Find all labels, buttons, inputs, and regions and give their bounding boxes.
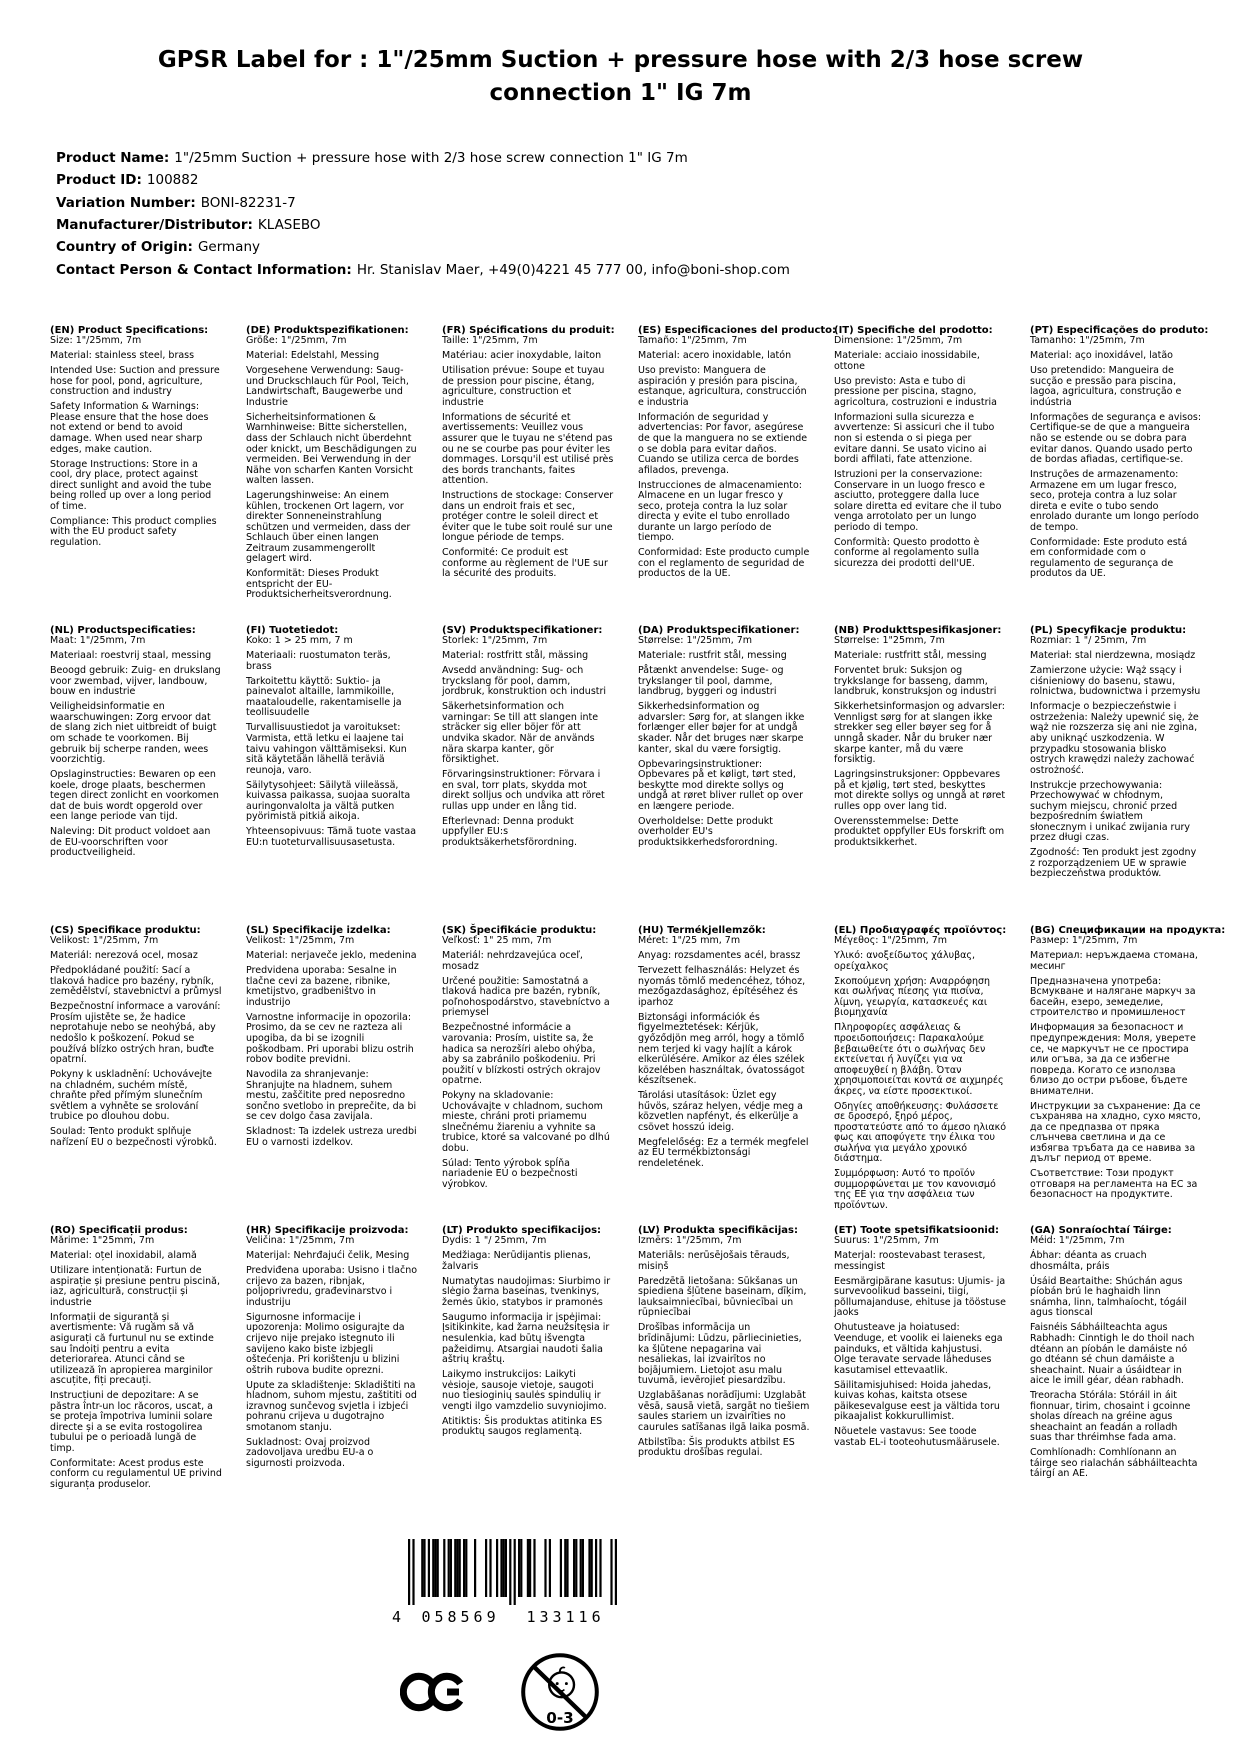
spec-paragraph: Overholdelse: Dette produkt overholder EU's produktsikkerhedsforordning. (638, 815, 778, 848)
language-spec-body (1030, 336, 1202, 580)
spec-paragraph: Bezpečnostné informácie a varovania: Prosím, uistite sa, že hadica sa nerozšíri alebo ohýba, aby sa zabránilo poškodeniu. Pri použití v blízkosti ostrých okrajov opatrne. (442, 1022, 601, 1087)
language-spec-heading: (DE) Produktspezifikationen: (246, 325, 409, 337)
barcode-digit-groups (408, 1608, 618, 1626)
spec-paragraph: Ábhar: déanta as cruach dhosmálta, práis (1030, 1250, 1147, 1272)
language-spec-body (1030, 1236, 1202, 1480)
language-spec-heading: (EN) Product Specifications: (50, 325, 209, 337)
product-info-value: BONI-82231-7 (200, 194, 296, 211)
spec-paragraph: Velikost: 1"/25mm, 7m (50, 935, 159, 947)
barcode-left-digits: 058569 (421, 1608, 500, 1627)
barcode-prefix-digit: 4 (392, 1608, 402, 1627)
language-spec-heading: (SV) Produktspecifikationer: (442, 625, 603, 637)
language-spec-sv (442, 625, 614, 925)
spec-paragraph: Předpokládané použití: Sací a tlaková hadice pro bazény, rybník, zemědělství, stavebnictví a průmysl (50, 965, 222, 998)
spec-paragraph: Predvidena uporaba: Sesalne in tlačne cevi za bazene, ribnike, kmetijstvo, gradbeništvo in industrijo (246, 965, 397, 1008)
language-spec-body (1030, 936, 1202, 1201)
language-spec-sk (442, 925, 614, 1225)
language-spec-ro (50, 1225, 222, 1525)
spec-paragraph: Konformität: Dieses Produkt entspricht der EU-Produktsicherheitsverordnung. (246, 568, 392, 601)
spec-paragraph: Súlad: Tento výrobok spĺňa nariadenie EÚ o bezpečnosti výrobkov. (442, 1157, 578, 1190)
spec-paragraph: Συμμόρφωση: Αυτό το προϊόν συμμορφώνεται με τον κανονισμό της ΕΕ για την ασφάλεια των προϊόντων. (834, 1168, 996, 1211)
spec-paragraph: Säkerhetsinformation och varningar: Se till att slangen inte sträcker sig eller böjer för att undvika skador. När de används nära skarpa kanter, gör försiktighet. (442, 701, 599, 766)
spec-paragraph: Πληροφορίες ασφάλειας & προειδοποιήσεις: Παρακαλούμε βεβαιωθείτε ότι ο σωλήνας δεν εκτείνεται ή λυγίζει για να αποφευχθεί η βλάβη. Όταν χρησιμοποιείται κοντά σε αιχμηρές άκρες, να είστε προσεκτικοί. (834, 1022, 1004, 1097)
spec-paragraph: Material: stainless steel, brass (50, 350, 195, 362)
spec-paragraph: Istruzioni per la conservazione: Conservare in un luogo fresco e asciutto, proteggere dalla luce solare diretta ed evitare che il tubo venga arrotolato per un lungo periodo di tempo. (834, 469, 1002, 533)
spec-paragraph: Conformidade: Este produto está em conformidade com o regulamento de segurança de produtos da UE. (1030, 536, 1188, 580)
spec-paragraph: Opslaginstructies: Bewaren op een koele, droge plaats, beschermen tegen direct zonlicht en voorkomen dat de buis wordt opgerold over een lange periode van tijd. (50, 769, 219, 823)
spec-paragraph: Veľkosť: 1" 25 mm, 7m (442, 935, 552, 947)
spec-paragraph: Medžiaga: Nerūdijantis plienas, žalvaris (442, 1250, 591, 1272)
spec-paragraph: Tamanho: 1"/25mm, 7m (1030, 335, 1145, 347)
language-spec-body (834, 936, 1006, 1211)
spec-paragraph: Informations de sécurité et avertissements: Veuillez vous assurer que le tuyau ne s'étend pas ou ne se courbe pas pour éviter les dommages. Lorsqu'il est utilisé près des bords tranchants, faites attention. (442, 411, 614, 487)
spec-paragraph: Matériau: acier inoxydable, laiton (442, 350, 602, 362)
spec-paragraph: Maat: 1"/25mm, 7m (50, 635, 146, 647)
spec-paragraph: Υλικό: ανοξείδωτος χάλυβας, ορείχαλκος (834, 950, 975, 972)
spec-paragraph: Säilytysohjeet: Säilytä viileässä, kuivassa paikassa, suojaa suoralta auringonvalolta ja vältä putken pyörimistä pitkiä aikoja. (246, 779, 411, 823)
spec-paragraph: Informações de segurança e avisos: Certifique-se de que a mangueira não se estende ou se dobra para evitar danos. Quando usado perto de bordas afiadas, certifique-se. (1030, 411, 1202, 466)
spec-paragraph: Tarkoitettu käyttö: Suktio- ja painevalot altaille, lammikoille, maataloudelle, rakentamiselle ja teollisuudelle (246, 675, 402, 719)
language-spec-body (834, 636, 1006, 848)
spec-paragraph: Efterlevnad: Denna produkt uppfyller EU:s produktsäkerhetsförordning. (442, 815, 578, 848)
language-spec-heading: (SK) Špecifikácie produktu: (442, 925, 597, 937)
spec-paragraph: Velikost: 1"/25mm, 7m (246, 935, 355, 947)
language-spec-body (1030, 636, 1202, 880)
language-spec-hr (246, 1225, 418, 1525)
language-spec-body (638, 936, 810, 1169)
spec-paragraph: Uso previsto: Manguera de aspiración y presión para piscina, estanque, agricultura, construcción e industria (638, 365, 807, 408)
language-spec-heading: (NB) Produkttspesifikasjoner: (834, 625, 1002, 637)
language-spec-de (246, 325, 418, 625)
spec-paragraph: Μέγεθος: 1"/25mm, 7m (834, 935, 948, 947)
language-spec-heading: (GA) Sonraíochtaí Táirge: (1030, 1225, 1172, 1237)
spec-paragraph: Zgodność: Ten produkt jest zgodny z rozporządzeniem UE w sprawie bezpieczeństwa produktów. (1030, 847, 1197, 880)
spec-paragraph: Taille: 1"/25mm, 7m (442, 335, 538, 347)
spec-paragraph: Σκοπούμενη χρήση: Αναρρόφηση και σωλήνας πίεσης για πισίνα, λίμνη, γεωργία, κατασκευές και βιομηχανία (834, 975, 991, 1019)
spec-paragraph: Turvallisuustiedot ja varoitukset: Varmista, että letku ei laajene tai taivu vahingon välttämiseksi. Kun sitä käytetään lähellä teräviä reunoja, varo. (246, 722, 407, 776)
language-spec-heading: (RO) Specificații produs: (50, 1225, 188, 1237)
language-spec-heading: (EL) Προδιαγραφές προϊόντος: (834, 925, 1007, 937)
spec-paragraph: Saugumo informacija ir įspėjimai: Įsitikinkite, kad žarna neužsitęsia ir nesulenkia, kad būtų išvengta pažeidimų. Atsargiai naudoti šalia aštrių kraštų. (442, 1311, 610, 1366)
language-spec-body (246, 636, 418, 848)
spec-paragraph: Intended Use: Suction and pressure hose for pool, pond, agriculture, construction and industry (50, 365, 220, 398)
spec-paragraph: Instrucciones de almacenamiento: Almacene en un lugar fresco y seco, proteja contra la luz solar directa y evite el tubo enrollado durante un largo período de tiempo. (638, 479, 802, 544)
spec-paragraph: Overensstemmelse: Dette produktet oppfyller EUs forskrift om produktsikkerhet. (834, 815, 1005, 848)
language-spec-heading: (NL) Productspecificaties: (50, 625, 196, 637)
spec-paragraph: Izmērs: 1"/25mm, 7m (638, 1235, 742, 1247)
spec-paragraph: Sukladnost: Ovaj proizvod zadovoljava uredbu EU-a o sigurnosti proizvoda. (246, 1436, 374, 1469)
spec-paragraph: Compliance: This product complies with the EU product safety regulation. (50, 515, 217, 548)
language-spec-hu (638, 925, 810, 1225)
language-spec-lt (442, 1225, 614, 1525)
spec-paragraph: Tárolási utasítások: Üzlet egy hűvös, száraz helyen, védje meg a közvetlen napfényt, és elkerülje a csövet hosszú ideig. (638, 1090, 803, 1133)
language-spec-cs (50, 925, 222, 1225)
spec-paragraph: Dimensione: 1"/25mm, 7m (834, 335, 963, 347)
language-spec-heading: (HU) Termékjellemzők: (638, 925, 766, 937)
language-spec-ga (1030, 1225, 1202, 1525)
spec-paragraph: Vorgesehene Verwendung: Saug- und Druckschlauch für Pool, Teich, Landwirtschaft, Baugewerbe und Industrie (246, 365, 409, 408)
language-spec-heading: (FI) Tuotetiedot: (246, 625, 339, 637)
language-spec-heading: (ES) Especificaciones del producto: (638, 325, 837, 337)
language-specifications-grid (50, 325, 1241, 1525)
product-info-row (56, 192, 1241, 214)
page-title: GPSR Label for : 1"/25mm Suction + pressure hose with 2/3 hose screw connection 1" IG 7m (157, 47, 1084, 107)
product-info-value: KLASEBO (257, 216, 321, 233)
spec-paragraph: Informazioni sulla sicurezza e avvertenze: Si assicuri che il tubo non si estenda o si piega per evitare danni. Se usato vicino ai bordi affilati, fate attenzione. (834, 411, 995, 466)
language-spec-lv (638, 1225, 810, 1525)
spec-paragraph: Avsedd användning: Sug- och tryckslang för pool, damm, jordbruk, konstruktion och industri (442, 665, 607, 698)
spec-paragraph: Instrucțiuni de depozitare: A se păstra într-un loc răcoros, uscat, a se proteja împotriva luminii solare directe și a se evita rostogolirea tubului pe o perioadă lungă de timp. (50, 1390, 214, 1454)
spec-paragraph: Materiál: nerezová ocel, mosaz (50, 950, 198, 962)
spec-paragraph: Størrelse: 1"/25mm, 7m (638, 635, 753, 647)
language-spec-body (638, 636, 810, 848)
language-spec-body (442, 1236, 614, 1438)
product-info-label: Country of Origin: (56, 239, 193, 256)
product-info-section (56, 147, 1241, 281)
language-spec-fi (246, 625, 418, 925)
spec-paragraph: Beoogd gebruik: Zuig- en drukslang voor zwembad, vijver, landbouw, bouw en industrie (50, 665, 221, 698)
spec-paragraph: Instrukcje przechowywania: Przechowywać w chłodnym, suchym miejscu, chronić przed bezpośrednim światłem słonecznym i unikać zwijania rury przez długi czas. (1030, 779, 1191, 844)
spec-paragraph: Sicherheitsinformationen & Warnhinweise: Bitte sicherstellen, dass der Schlauch nicht überdehnt oder knickt, um Beschädigungen zu vermeiden. Bei Verwendung in der Nähe von scharfen Kanten Vorsicht walten lassen. (246, 411, 417, 487)
product-info-row (56, 259, 1241, 281)
language-spec-it (834, 325, 1006, 625)
spec-paragraph: Säilitamisjuhised: Hoida jahedas, kuivas kohas, kaitsta otsese päikesevalguse eest ja vältida toru pikaajalist kokkurullimist. (834, 1379, 1000, 1423)
spec-paragraph: Navodila za shranjevanje: Shranjujte na hladnem, suhem mestu, zaščitite pred neposredno sončno svetlobo in preprečite, da bi se cev dolgo časa zavijala. (246, 1069, 417, 1123)
language-spec-body (50, 336, 222, 548)
spec-paragraph: Soulad: Tento produkt splňuje nařízení EU o bezpečnosti výrobků. (50, 1126, 217, 1148)
spec-paragraph: Úsáid Beartaithe: Shúchán agus píobán brú le haghaidh linn snámha, linn, talmhaíocht, tógáil agus tionscal (1030, 1275, 1187, 1319)
spec-paragraph: Οδηγίες αποθήκευσης: Φυλάσσετε σε δροσερό, ξηρό μέρος, προστατεύστε από το άμεσο ηλιακό φως και αποφύγετε την έλικα του σωλήνα για μεγάλο χρονικό διάστημα. (834, 1100, 1007, 1165)
spec-paragraph: Paredzētā lietošana: Sūkšanas un spiediena šļūtene baseinam, dīķim, lauksaimniecībai, būvniecībai un rūpniecībai (638, 1275, 807, 1319)
spec-paragraph: Storlek: 1"/25mm, 7m (442, 635, 548, 647)
spec-paragraph: Biztonsági információk és figyelmeztetések: Kérjük, győződjön meg arról, hogy a tömlő nem terjed ki vagy hajlít a károk elkerülésére. Amikor az éles szélek közelében használtak, óvatosságot készítsenek. (638, 1011, 805, 1087)
language-spec-body (442, 636, 614, 848)
spec-paragraph: Suurus: 1"/25mm, 7m (834, 1235, 939, 1247)
product-info-row (56, 236, 1241, 258)
spec-paragraph: Materiāls: nerūsējošais tērauds, misiņš (638, 1250, 790, 1272)
product-info-row (56, 169, 1241, 191)
spec-paragraph: Nõuetele vastavus: See toode vastab EL-i tooteohutusmäärusele. (834, 1426, 1000, 1448)
spec-paragraph: Faisnéis Sábháilteachta agus Rabhadh: Cinntigh le do thoil nach dtéann an píobán le damáiste nó go dtéann sé chun damáiste a sheachaint. Nuair a úsáidtear in aice le imill géar, déan rabhadh. (1030, 1322, 1195, 1387)
spec-paragraph: Megfelelőség: Ez a termék megfelel az EU termékbiztonsági rendeletének. (638, 1136, 809, 1169)
spec-paragraph: Materiaali: ruostumaton teräs, brass (246, 650, 391, 672)
spec-paragraph: Lagerungshinweise: An einem kühlen, trockenen Ort lagern, vor direkter Sonneneinstrahlung schützen und vermeiden, dass der Schlauch über einen langen Zeitraum zusammengerollt gelagert wird. (246, 490, 411, 565)
spec-paragraph: Zamierzone użycie: Wąż ssący i ciśnieniowy do basenu, stawu, rolnictwa, budownictwa i przemysłu (1030, 665, 1201, 698)
spec-paragraph: Pokyny k uskladnění: Uchovávejte na chladném, suchém místě, chraňte před přímým slunečním světlem a vyhněte se srolování trubice po dlouhou dobu. (50, 1069, 213, 1123)
language-spec-body (50, 936, 222, 1148)
product-info-value: Germany (197, 239, 260, 256)
language-spec-pt (1030, 325, 1209, 625)
language-spec-heading: (CS) Specifikace produktu: (50, 925, 201, 937)
spec-paragraph: Bezpečnostní informace a varování: Prosím ujistěte se, že hadice neprotahuje nebo se neohýbá, aby nedošlo k poškození. Pokud se používá blízko ostrých hran, buďte opatrní. (50, 1001, 221, 1066)
language-spec-en (50, 325, 222, 625)
language-spec-heading: (ET) Toote spetsifikatsioonid: (834, 1225, 1000, 1237)
spec-paragraph: Предназначена употреба: Всмукване и налягане маркуч за басейн, езеро, земеделие, строителство и промишленост (1030, 975, 1196, 1019)
spec-paragraph: Инструкции за съхранение: Да се съхранява на хладно, сухо място, да се предпазва от пряка слънчева светлина и да се избягва тръбата да се навива за дълъг период от време. (1030, 1100, 1201, 1165)
language-spec-heading: (FR) Spécifications du produit: (442, 325, 615, 337)
spec-paragraph: Utilisation prévue: Soupe et tuyau de pression pour piscine, étang, agriculture, construction et industrie (442, 365, 605, 408)
language-spec-body (50, 636, 222, 859)
language-spec-da (638, 625, 810, 925)
compliance-marks (400, 1652, 712, 1732)
language-spec-heading: (PT) Especificações do produto: (1030, 325, 1209, 337)
spec-paragraph: Numatytas naudojimas: Siurbimo ir slėgio žarna baseinas, tvenkinys, žemės ūkio, statybos ir pramonės (442, 1275, 611, 1308)
language-spec-body (50, 1236, 222, 1490)
language-spec-pl (1030, 625, 1202, 925)
language-spec-heading: (LV) Produkta specifikācijas: (638, 1225, 798, 1237)
spec-paragraph: Material: rostfritt stål, mässing (442, 650, 589, 662)
spec-paragraph: Størrelse: 1"25mm, 7m (834, 635, 945, 647)
language-spec-heading: (BG) Спецификации на продукта: (1030, 925, 1226, 937)
spec-paragraph: Material: oțel inoxidabil, alamă (50, 1250, 197, 1262)
product-info-row (56, 214, 1241, 236)
spec-paragraph: Påtænkt anvendelse: Suge- og trykslanger til pool, damme, landbrug, byggeri og industri (638, 665, 784, 698)
product-info-row (56, 147, 1241, 169)
spec-paragraph: Материал: неръждаема стомана, месинг (1030, 950, 1198, 972)
spec-paragraph: Instruções de armazenamento: Armazene em um lugar fresco, seco, proteja contra a luz solar direta e evite o tubo sendo enrolado durante um longo período de tempo. (1030, 469, 1199, 533)
spec-paragraph: Pokyny na skladovanie: Uchovávajte v chladnom, suchom mieste, chráni proti priamemu slnečnému žiareniu a vyhnite sa trubice, ktoré sa valcované po dlhú dobu. (442, 1090, 610, 1154)
barcode-right-digits: 133116 (526, 1608, 605, 1627)
footer (392, 1539, 712, 1732)
spec-paragraph: Съответствие: Този продукт отговаря на регламента на ЕС за безопасност на продуктите. (1030, 1168, 1198, 1201)
spec-paragraph: Naleving: Dit product voldoet aan de EU-voorschriften voor productveiligheid. (50, 826, 211, 859)
spec-paragraph: Opbevaringsinstruktioner: Opbevares på et køligt, tørt sted, beskytte mod direkte sollys og undgå at røret bliver rullet op over en længere periode. (638, 758, 804, 812)
spec-paragraph: Förvaringsinstruktioner: Förvara i en sval, torr plats, skydda mot direkt solljus och undvika att röret rullas upp under en lång tid. (442, 769, 605, 812)
spec-paragraph: Materiał: stal nierdzewna, mosiądz (1030, 650, 1196, 662)
spec-paragraph: Laikymo instrukcijos: Laikyti vėsioje, sausoje vietoje, saugoti nuo tiesioginių saulės spindulių ir vengti ilgo vamzdelio suvyniojimo. (442, 1369, 607, 1412)
spec-paragraph: Uzglabāšanas norādījumi: Uzglabāt vēsā, sausā vietā, sargāt no tiešiem saules stariem un izvairīties no caurules satīšanas ilgā laika posmā. (638, 1390, 810, 1433)
language-spec-body (246, 1236, 418, 1469)
spec-paragraph: Información de seguridad y advertencias: Por favor, asegúrese de que la manguera no se extiende o se dobla para evitar daños. Cuando se utiliza cerca de bordes afilados, prevenga. (638, 411, 808, 476)
spec-paragraph: Lagringsinstruksjoner: Oppbevares på et kjølig, tørt sted, beskyttes mot direkte sollys og unngå at røret rulles opp over lang tid. (834, 769, 1006, 812)
spec-paragraph: Size: 1"/25mm, 7m (50, 335, 142, 347)
spec-paragraph: Varnostne informacije in opozorila: Prosimo, da se cev ne razteza ali upogiba, da bi se izognili poškodbam. Pri uporabi blizu ostrih robov bodite previdni. (246, 1011, 414, 1066)
language-spec-sl (246, 925, 418, 1225)
spec-paragraph: Méid: 1"/25mm, 7m (1030, 1235, 1125, 1247)
language-spec-heading: (DA) Produktspecifikationer: (638, 625, 800, 637)
language-spec-heading: (HR) Specifikacije proizvoda: (246, 1225, 409, 1237)
language-spec-heading: (SL) Specifikacije izdelka: (246, 925, 391, 937)
language-spec-heading: (LT) Produkto specifikacijos: (442, 1225, 602, 1237)
spec-paragraph: Určené použitie: Samostatná a tlaková hadica pre bazén, rybník, poľnohospodárstvo, stavebníctvo a priemysel (442, 975, 610, 1019)
spec-paragraph: Materiale: rustfritt stål, messing (834, 650, 987, 662)
spec-paragraph: Conformità: Questo prodotto è conforme al regolamento sulla sicurezza dei prodotti dell'UE. (834, 536, 980, 569)
spec-paragraph: Skladnost: Ta izdelek ustreza uredbi EU o varnosti izdelkov. (246, 1126, 417, 1148)
spec-paragraph: Conformité: Ce produit est conforme au règlement de l'UE sur la sécurité des produits. (442, 547, 608, 580)
language-spec-et (834, 1225, 1006, 1525)
spec-paragraph: Dydis: 1 "/ 25mm, 7m (442, 1235, 547, 1247)
ean13-barcode (392, 1539, 712, 1626)
spec-paragraph: Materiale: rustfrit stål, messing (638, 650, 787, 662)
language-spec-nl (50, 625, 222, 925)
language-spec-fr (442, 325, 614, 625)
spec-paragraph: Materjal: roostevabast terasest, messingist (834, 1250, 986, 1272)
spec-paragraph: Forventet bruk: Suksjon og trykkslange for basseng, damm, landbruk, konstruksjon og industri (834, 665, 997, 698)
age-warning-0-3-icon (520, 1652, 600, 1732)
spec-paragraph: Tamaño: 1"/25mm, 7m (638, 335, 747, 347)
spec-paragraph: Tervezett felhasználás: Helyzet és nyomás tömlő medencéhez, tóhoz, mezőgazdasághoz, építéséhez és iparhoz (638, 965, 806, 1008)
spec-paragraph: Drošības informācija un brīdinājumi: Lūdzu, pārliecinieties, ka šļūtene nepagarina vai nesaliekas, lai izvairītos no bojājumiem. Lietojot asu malu tuvumā, ievērojiet piesardzību. (638, 1322, 802, 1387)
product-info-label: Product ID: (56, 172, 142, 189)
language-spec-body (834, 1236, 1006, 1448)
product-info-value: 100882 (146, 172, 199, 189)
spec-paragraph: Upute za skladištenje: Skladištiti na hladnom, suhom mjestu, zaštititi od izravnog sunčevog svjetla i izbjeći pohranu crijeva u dugotrajno smotanom stanju. (246, 1379, 417, 1433)
spec-paragraph: Méret: 1"/25 mm, 7m (638, 935, 741, 947)
spec-paragraph: Mărime: 1"25mm, 7m (50, 1235, 155, 1247)
spec-paragraph: Materiaal: roestvrij staal, messing (50, 650, 212, 662)
spec-paragraph: Uso pretendido: Mangueira de sucção e pressão para piscina, lagoa, agricultura, construção e indústria (1030, 365, 1182, 408)
spec-paragraph: Anyag: rozsdamentes acél, brassz (638, 950, 801, 962)
spec-paragraph: Sikkerhetsinformasjon og advarsler: Vennligst sørg for at slangen ikke strekker seg eller bøyer seg for å unngå skader. Når du bruker nær skarpe kanter, må du være forsiktig. (834, 701, 1005, 766)
barcode-bars-icon (408, 1539, 618, 1605)
spec-paragraph: Koko: 1 > 25 mm, 7 m (246, 635, 353, 647)
spec-paragraph: Material: acero inoxidable, latón (638, 350, 792, 362)
spec-paragraph: Yhteensopivuus: Tämä tuote vastaa EU:n tuoteturvallisuusasetusta. (246, 826, 417, 848)
spec-paragraph: Material: aço inoxidável, latão (1030, 350, 1173, 362)
spec-paragraph: Conformitate: Acest produs este conform cu regulamentul UE privind siguranța produselor. (50, 1457, 222, 1490)
spec-paragraph: Instructions de stockage: Conserver dans un endroit frais et sec, protéger contre le soleil direct et éviter que le tube soit roulé sur une longue période de temps. (442, 490, 614, 544)
spec-paragraph: Conformidad: Este producto cumple con el reglamento de seguridad de productos de la UE. (638, 547, 810, 580)
language-spec-es (638, 325, 837, 625)
language-spec-heading: (IT) Specifiche del prodotto: (834, 325, 993, 337)
language-spec-body (638, 1236, 810, 1459)
language-spec-body (442, 336, 614, 580)
spec-paragraph: Predviđena uporaba: Usisno i tlačno crijevo za bazen, ribnjak, poljoprivredu, građevinarstvo i industriju (246, 1265, 418, 1308)
ce-mark-icon (400, 1670, 466, 1714)
language-spec-body (246, 336, 418, 601)
language-spec-nb (834, 625, 1006, 925)
product-info-value: 1"/25mm Suction + pressure hose with 2/3 hose screw connection 1" IG 7m (174, 149, 688, 166)
barcode-stack (408, 1539, 618, 1626)
spec-paragraph: Größe: 1"/25mm, 7m (246, 335, 347, 347)
language-spec-heading: (PL) Specyfikacje produktu: (1030, 625, 1187, 637)
spec-paragraph: Treoracha Stórála: Stóráil in áit fionnuar, tirim, chosaint i gcoinne sholas díreach na gréine agus sheachaint an feadán a rolladh suas thar thréimhse fada ama. (1030, 1390, 1191, 1444)
spec-paragraph: Veličina: 1"/25mm, 7m (246, 1235, 355, 1247)
spec-paragraph: Ohutusteave ja hoiatused: Veenduge, et voolik ei laieneks ega painduks, et vältida kahjustusi. Olge teravate servade läheduses kasutamisel ettevaatlik. (834, 1322, 1003, 1376)
language-spec-body (246, 936, 418, 1148)
spec-paragraph: Veiligheidsinformatie en waarschuwingen: Zorg ervoor dat de slang zich niet uitbreidt of buigt om schade te voorkomen. Bij gebruik bij scherpe randen, wees voorzichtig. (50, 701, 217, 766)
product-info-label: Manufacturer/Distributor: (56, 216, 253, 233)
language-spec-bg (1030, 925, 1226, 1225)
spec-paragraph: Informacje o bezpieczeństwie i ostrzeżenia: Należy upewnić się, że wąż nie rozszerza się ani nie zgina, aby uniknąć uszkodzenia. W przypadku stosowania blisko ostrych krawędzi należy zachować ostrożność. (1030, 701, 1199, 776)
spec-paragraph: Material: Edelstahl, Messing (246, 350, 380, 362)
spec-paragraph: Размер: 1"/25mm, 7m (1030, 935, 1138, 947)
spec-paragraph: Material: nerjaveče jeklo, medenina (246, 950, 417, 962)
spec-paragraph: Materiál: nehrdzavejúca oceľ, mosadz (442, 950, 583, 972)
product-info-label: Product Name: (56, 149, 170, 166)
product-info-label: Variation Number: (56, 194, 196, 211)
spec-paragraph: Rozmiar: 1 "/ 25mm, 7m (1030, 635, 1147, 647)
spec-paragraph: Utilizare intenționată: Furtun de aspirație și presiune pentru piscină, iaz, agricultură, construcții și industrie (50, 1265, 220, 1308)
spec-paragraph: Safety Information & Warnings: Please ensure that the hose does not extend or bend to avoid damage. When used near sharp edges, make caution. (50, 401, 209, 455)
spec-paragraph: Comhlíonadh: Comhlíonann an táirge seo rialachán sábháilteachta táirgí an AE. (1030, 1447, 1198, 1480)
spec-paragraph: Sikkerhedsinformation og advarsler: Sørg for, at slangen ikke forlænger eller bøjer for at undgå skader. Når det bruges nær skarpe kanter, skal du være forsigtig. (638, 701, 805, 755)
spec-paragraph: Materijal: Nehrđajući čelik, Mesing (246, 1250, 410, 1262)
spec-paragraph: Informații de siguranță și avertismente: Vă rugăm să vă asigurați că furtunul nu se extinde sau îndoiți pentru a evita deteriorarea. Atunci când se utilizează în apropierea marginilor ascuțite, fiți precauți. (50, 1311, 214, 1387)
language-spec-body (442, 936, 614, 1190)
age-warning-label: 0-3 (546, 1709, 574, 1728)
language-spec-body (638, 336, 810, 580)
spec-paragraph: Информация за безопасност и предупреждения: Моля, уверете се, че маркучът не се простира или огъва, за да се избегне повреда. Когато се използва близо до остри ръбове, бъдете внимателни. (1030, 1022, 1196, 1097)
spec-paragraph: Storage Instructions: Store in a cool, dry place, protect against direct sunlight and avoid the tube being rolled up over a long period of time. (50, 458, 212, 512)
spec-paragraph: Atbilstība: Šis produkts atbilst ES produktu drošības regulai. (638, 1436, 795, 1459)
spec-paragraph: Uso previsto: Asta e tubo di pressione per piscina, stagno, agricoltura, costruzioni e industria (834, 375, 997, 408)
product-info-value: Hr. Stanislav Maer, +49(0)4221 45 777 00, info@boni-shop.com (356, 261, 790, 278)
language-spec-body (834, 336, 1006, 569)
spec-paragraph: Eesmärgipärane kasutus: Ujumis- ja survevoolikud basseini, tiigi, põllumajanduse, ehituse ja tööstuse jaoks (834, 1275, 1006, 1319)
spec-paragraph: Sigurnosne informacije i upozorenja: Molimo osigurajte da crijevo nije prejako istegnuto ili savijeno kako biste izbjegli oštećenja. Pri korištenju u blizini oštrih rubova budite oprezni. (246, 1311, 405, 1376)
language-spec-el (834, 925, 1006, 1225)
spec-paragraph: Materiale: acciaio inossidabile, ottone (834, 350, 980, 372)
spec-paragraph: Atitiktis: Šis produktas atitinka ES produktų saugos reglamentą. (442, 1415, 603, 1438)
product-info-label: Contact Person & Contact Information: (56, 261, 352, 278)
